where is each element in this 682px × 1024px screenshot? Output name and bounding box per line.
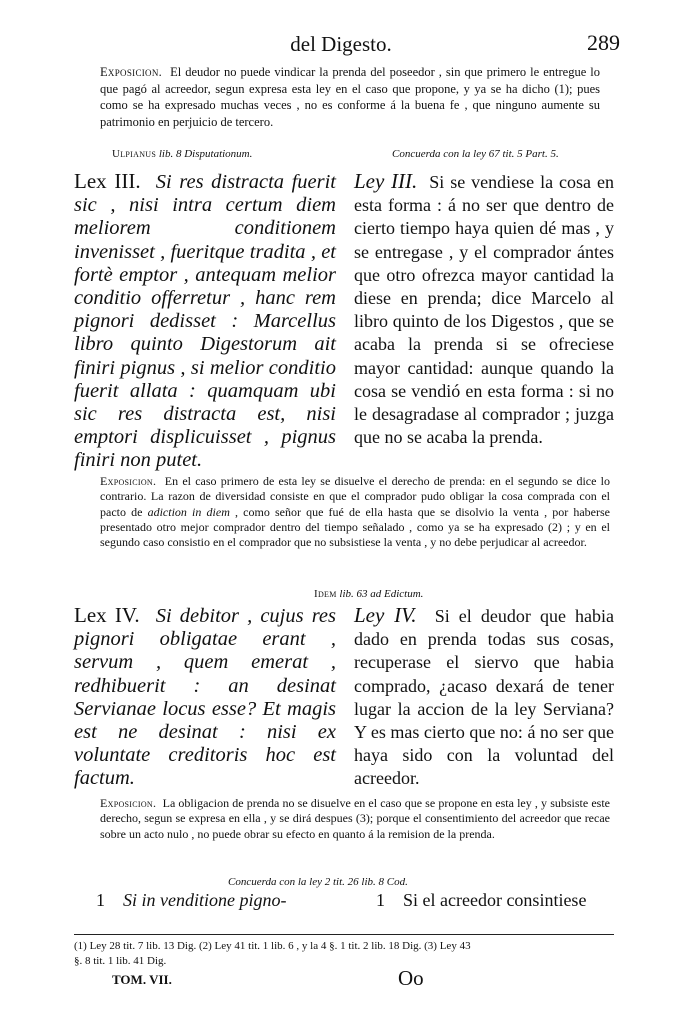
spanish-text: Si se vendiese la cosa en esta forma : á no ser que dentro de cierto tiempo haya quien dé mas , y se entregase , y el comprador ántes que otro ofrezca mayor cantidad la diese en prenda; dice Marcelo al libro quinto de los Digestos , que se acaba la prenda si se ofreciese mayor cantidad: aunque quando la cosa se vendió en esta forma : si no le desagradase al comprador ; juzga que no se acaba la prenda. (354, 172, 614, 448)
latin-start-lex5 (96, 890, 286, 911)
exposicion-text: El deudor no puede vindicar la prenda del poseedor , sin que primero le entregue lo que pagó al acreedor, segun expresa esta ley en el caso que propone, y ya se ha dicho (1); pues como se ha expresado muchas veces , no es conforme á la buena fe , que ninguno aumente su patrimonio en perjuicio de tercero. (100, 65, 600, 129)
running-header: del Digesto. (290, 32, 392, 56)
source-attribution-left (112, 148, 252, 160)
page-number: 289 (587, 30, 620, 55)
signature-mark: Oo (398, 966, 424, 990)
spanish-column-ley3 (354, 170, 614, 449)
latin-text: Si in venditione pigno- (123, 890, 287, 910)
exposicion-paragraph-2 (100, 474, 610, 550)
exposicion-text: La obligacion de prenda no se disuelve en el caso que se propone en esta ley , y subsiste este derecho, segun se expresa en ella , y se dirá despues (3); porque el consentimiento del acreedor que recae sobre un acto nulo , no puede obrar su efecto en quanto á la remision de la prenda. (100, 796, 611, 841)
author-name: Idem (314, 588, 337, 600)
footnote-line-1: (1) Ley 28 tit. 7 lib. 13 Dig. (2) Ley 41 tit. 1 lib. 6 , y la 4 §. 1 tit. 2 lib. 18 Dig. (3) Ley 43 (74, 940, 471, 952)
paragraph-number: 1 (96, 890, 105, 910)
exposicion-text-a: En el caso primero de esta ley se disuelve el derecho de prenda: en el segundo se dice lo contrario. La razon de diversidad consiste en que el comprador pudo obligar la cosa comprada con el pacto de (100, 474, 610, 519)
concordance-text: Concuerda con la ley 67 tit. 5 Part. 5. (392, 148, 559, 160)
latin-text: Si debitor , cujus res pignori obligatae erant , servum , quem emerat , redhibuerit : an desinat Servianae locus esse? Et magis est ne desinat : nisi ex voluntate creditoris hoc est factum. (74, 605, 336, 790)
exposicion-paragraph-3 (100, 796, 610, 842)
lex-label: Lex III. (74, 169, 141, 193)
lex-label: Lex IV. (74, 603, 140, 627)
exposicion-label: Exposicion. (100, 796, 157, 810)
footnote-line-2: §. 8 tit. 1 lib. 41 Dig. (74, 955, 167, 967)
footnotes (74, 934, 614, 969)
ley-label: Ley III. (354, 169, 418, 193)
ley-label: Ley IV. (354, 603, 417, 627)
exposicion-label: Exposicion. (100, 474, 157, 488)
latin-text: Si res distracta fuerit sic , nisi intra certum diem meliorem conditionem invenisset , fueritque tradita , et fortè emptor , antequam melior conditio offerretur , hanc rem pignori dedisset : Marcellus libro quinto Digestorum ait finiri pignus , si melior conditio fuerit allata : quamquam ubi sic res distracta est, nisi emptori displicuisset , pignus finiri non putet. (74, 171, 336, 472)
spanish-text: Si el acreedor consintiese (403, 890, 587, 910)
volume-mark: TOM. VII. (112, 972, 172, 987)
work-reference: lib. 63 ad Edictum. (339, 588, 424, 600)
spanish-column-ley4 (354, 604, 614, 791)
source-attribution-lex4 (314, 588, 423, 600)
work-reference: lib. 8 Disputationum. (158, 148, 253, 160)
exposicion-paragraph-1 (100, 64, 600, 130)
spanish-text: Si el deudor que habia dado en prenda todas sus cosas, recuperase el siervo que habia comprado, ¿acaso dexará de tener lugar la accion de la ley Serviana? Y es mas cierto que no: á no ser que haya sido con la voluntad del acreedor. (354, 606, 614, 789)
paragraph-number: 1 (376, 890, 385, 910)
author-name: Ulpianus (112, 148, 157, 160)
concordance-lex5: Concuerda con la ley 2 tit. 26 lib. 8 Cod. (228, 876, 408, 888)
spanish-start-lex5 (376, 890, 586, 911)
exposicion-label: Exposicion. (100, 65, 163, 79)
concordance-right (392, 148, 559, 160)
latin-column-lex4 (74, 604, 336, 791)
exposicion-text-emphasis: adiction in diem (147, 504, 230, 519)
exposicion-text-b: , como señor que fué de ella hasta que se disolvio la venta , por haberse presentado otro mejor comprador dentro del tiempo señalado , como ya se ha expresado (2) ; y en el segundo caso consistio en el comprador que no subsistiese la venta , y no debe perjudicar al acreedor. (100, 504, 610, 550)
latin-column-lex3 (74, 170, 336, 473)
